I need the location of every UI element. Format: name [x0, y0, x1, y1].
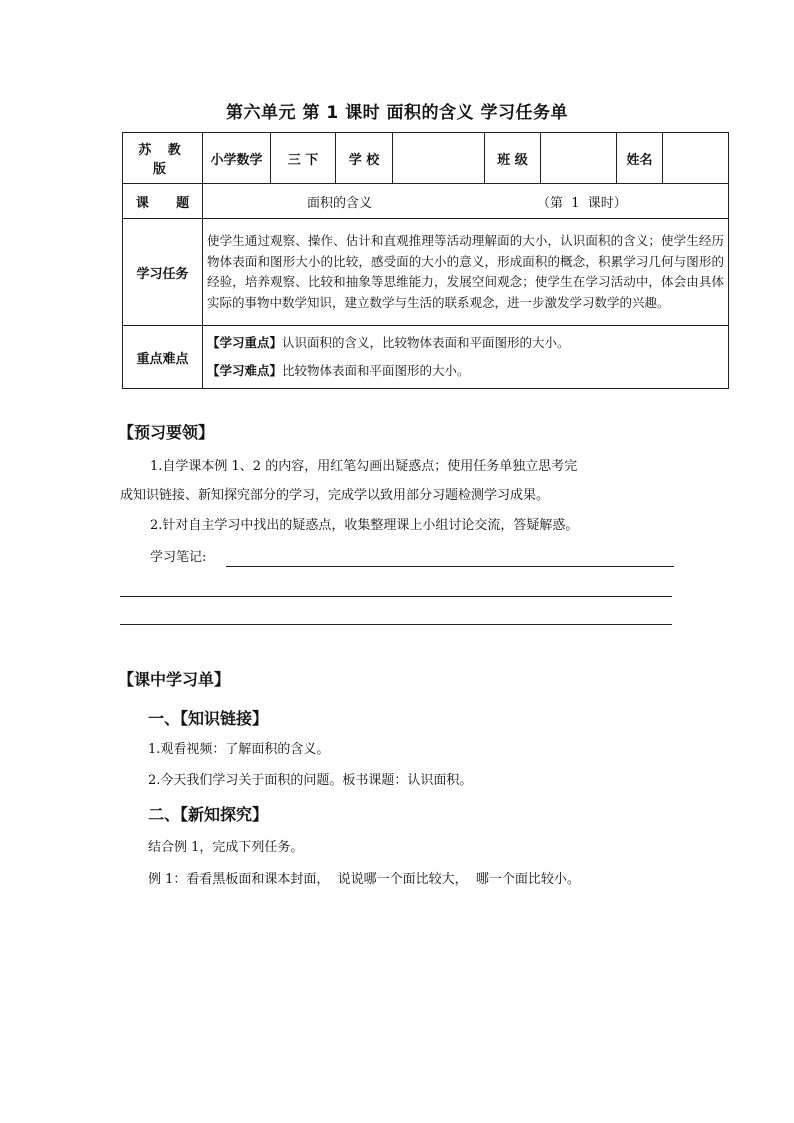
- page-title: 第六单元 第 1 课时 面积的含义 学习任务单: [226, 103, 568, 123]
- name-field[interactable]: [663, 133, 729, 184]
- key-point-text: 认识面积的含义，比较物体表面和平面图形的大小。: [282, 335, 570, 350]
- subject-cell: 小学数学: [203, 133, 271, 184]
- topic-label: 课 题: [123, 184, 203, 219]
- lesson-number: （第 1 课时）: [537, 195, 627, 211]
- task-label: 学习任务: [123, 219, 203, 326]
- difficulty-tag: 【学习难点】: [207, 363, 283, 378]
- school-label: 学 校: [336, 133, 393, 184]
- example-1: 例 1：看看黑板面和课本封面， 说说哪一个面比较大， 哪一个面比较小。: [148, 872, 580, 887]
- task-text: 使学生通过观察、操作、估计和直观推理等活动理解面的大小，认识面积的含义；使学生经历物体表面和图形大小的比较，感受面的大小的意义，形成面积的概念，积累学习几何与图形的经验，培养观察、比较和抽象等思维能力，发展空间观念；使学生在学习活动中，体会由具体实际的事物中数学知识，建立数学与生活的联系观念，进一步激发学习数学的兴趣。: [203, 219, 729, 326]
- knowledge-item2: 2.今天我们学习关于面积的问题。板书课题：认识面积。: [148, 773, 473, 788]
- preview-heading: 【预习要领】: [118, 423, 215, 442]
- notes-line-1[interactable]: [226, 566, 674, 567]
- notes-line-2[interactable]: [120, 596, 672, 597]
- knowledge-item1: 1.观看视频：了解面积的含义。: [148, 742, 330, 757]
- school-field[interactable]: [393, 133, 485, 184]
- class-label: 班 级: [485, 133, 541, 184]
- topic-value: 面积的含义: [307, 195, 373, 211]
- table-row-key: [123, 326, 729, 389]
- publisher-cell: 苏 教 版: [123, 133, 203, 184]
- preview-item1-line1: 1.自学课本例 1、2 的内容，用红笔勾画出疑惑点；使用任务单独立思考完: [150, 459, 578, 474]
- info-table: [122, 132, 729, 389]
- table-row-task: [123, 219, 729, 326]
- key-cell: [203, 326, 729, 389]
- preview-item1-line2: 成知识链接、新知探究部分的学习，完成学以致用部分习题检测学习成果。: [120, 488, 550, 503]
- grade-cell: 三 下: [271, 133, 336, 184]
- topic-cell: [203, 184, 729, 219]
- new-knowledge-heading: 二、【新知探究】: [148, 805, 269, 824]
- notes-line-3[interactable]: [120, 624, 672, 625]
- difficulty-line: [207, 357, 724, 385]
- preview-item2: 2.针对自主学习中找出的疑惑点，收集整理课上小组讨论交流，答疑解惑。: [150, 518, 579, 533]
- explore-intro: 结合例 1，完成下列任务。: [148, 840, 304, 855]
- table-row-header: [123, 133, 729, 184]
- table-row-topic: [123, 184, 729, 219]
- inclass-heading: 【课中学习单】: [118, 670, 231, 689]
- key-label: 重点难点: [123, 326, 203, 389]
- knowledge-link-heading: 一、【知识链接】: [148, 709, 269, 728]
- name-label: 姓名: [617, 133, 663, 184]
- difficulty-text: 比较物体表面和平面图形的大小。: [282, 363, 470, 378]
- key-point-line: [207, 329, 724, 357]
- notes-label: 学习笔记:: [150, 550, 207, 565]
- key-point-tag: 【学习重点】: [207, 335, 283, 350]
- class-field[interactable]: [541, 133, 617, 184]
